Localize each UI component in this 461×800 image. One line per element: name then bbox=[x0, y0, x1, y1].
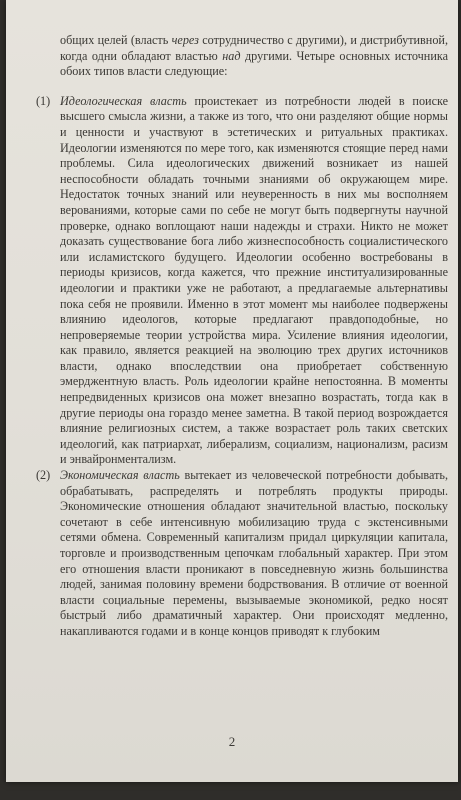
item-text: вытекает из человеческой потребности добывать, обрабатывать, распределять и потреблять продукты природы. Экономические отношения обладают значительной властью, поскольку сочетают в себе интенсивную мобилизацию труда с экстенсивными сетями обмена. Современный капитализм придал циркуляции капитала, торговле и производственным цепочкам глобальный характер. При этом его отношения власти проникают в повседневную жизнь большинства людей, занимая половину времени бодрствования. В отличие от военной власти социальные перемены, вызываемые экономикой, редко носят быстрый либо драматичный характер. Они происходят медленно, накапливаются годами и в конце концов приводят к глубоким bbox=[60, 468, 448, 638]
item-lead: Экономическая власть bbox=[60, 468, 180, 483]
emphasis-via: через bbox=[171, 33, 199, 47]
emphasis-over: над bbox=[222, 48, 241, 63]
item-lead: Идеологическая власть bbox=[60, 93, 187, 108]
page-text bbox=[36, 33, 449, 640]
list-item-ideological-power bbox=[36, 93, 449, 468]
list-item-economic-power bbox=[36, 468, 448, 640]
book-page bbox=[6, 0, 458, 782]
item-number: (2) bbox=[36, 468, 51, 483]
item-number: (1) bbox=[36, 93, 51, 108]
intro-paragraph: общих целей (власть через сотрудничество с другими), и дистрибутивной, когда одни обладают властью над другими. Четыре основных источника обоих типов власти следующие: bbox=[60, 33, 448, 79]
page-number: 2 bbox=[228, 734, 236, 749]
item-text: проистекает из потребности людей в поиске высшего смысла жизни, а также из того, что они разделяют общие нормы и ценности и участвуют в эстетических и ритуальных практиках. Идеологии изменяются по мере того, как изменяются стоящие перед нами проблемы. Сила идеологических движений возникает из нашей неспособности обладать точными знаниями об окружающем мире. Недостаток точных знаний или неуверенность в них мы восполняем верованиями, которые сами по себе не могут быть подвергнуты научной проверке, однако воплощают наши надежды и страхи. Никто не может доказать существование бога либо жизнеспособность социалистического или исламистского будущего. Идеологии особенно востребованы в периоды кризисов, когда кажется, что прежние институализированные идеологии и практики уже не работают, а предлагаемые альтернативы пока себя не проявили. Именно в этот момент мы наиболее подвержены влиянию идеологов, которые предлагают правдоподобные, но непроверяемые теории устройства мира. Усиление влияния идеологии, как правило, является реакцией на эволюцию трех других источников власти, однако впоследствии она приобретает собственную эмерджентную власть. Роль идеологии крайне непостоянна. В моменты непредвиденных кризисов она может внезапно возрастать, тогда как в другие периоды она гораздо менее заметна. В такой период возрождается влияние религиозных систем, а также возрастает роль таких светских идеологий, как патриархат, либерализм, социализм, национализм, расизм и энвайронментализм. bbox=[60, 93, 449, 467]
